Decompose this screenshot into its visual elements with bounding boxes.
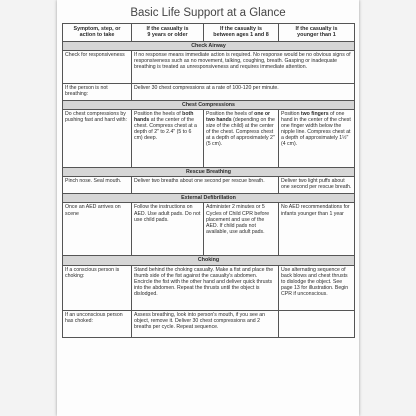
cell-adult-child: Assess breathing, look into person's mouth, if you see an object, remove it. Deliver 30 chest compressions and 2 breaths per cycle. Repeat sequence. (132, 310, 279, 337)
table-row (63, 265, 355, 310)
section-row-defib (63, 194, 355, 203)
table-row (63, 83, 355, 100)
section-defib: External Defibrillation (63, 194, 355, 203)
section-row-breathing (63, 168, 355, 177)
header-infant: If the casualty is younger than 1 (279, 24, 355, 42)
table-row (63, 50, 355, 83)
cell-adult-child: Deliver two breaths about one second per rescue breath. (132, 177, 279, 194)
row-label: Pinch nose. Seal mouth. (63, 177, 132, 194)
table-row (63, 177, 355, 194)
section-airway: Check Airway (63, 41, 355, 50)
table-row (63, 203, 355, 256)
section-breathing: Rescue Breathing (63, 168, 355, 177)
cell-infant: Position two fingers of one hand in the center of the chest one finger width below the nipple line. Compress chest at a depth of approximately 1½" (4 cm). (279, 110, 355, 168)
section-row-airway (63, 41, 355, 50)
cell-adult: Position the heels of both hands at the center of the chest. Compress chest at a depth of 2" to 2.4" (5 to 6 cm) deep. (132, 110, 204, 168)
row-label: If an unconscious person has choked: (63, 310, 132, 337)
cell-adult-child: Stand behind the choking casualty. Make a fist and place the thumb side of the fist against the casualty's abdomen. Encircle the fist with the other hand and deliver quick thrusts into the abdomen. Repeat the thrusts until the object is dislodged. (132, 265, 279, 310)
header-child: If the casualty is between ages 1 and 8 (204, 24, 279, 42)
cell-infant (279, 310, 355, 337)
table-row (63, 110, 355, 168)
cell-child: Administer 2 minutes or 5 Cycles of Child CPR before placement and use of the AED. If child pads not available, use adult pads. (204, 203, 279, 256)
cell-infant: No AED recommendations for infants younger than 1 year (279, 203, 355, 256)
header-adult: If the casualty is 9 years or older (132, 24, 204, 42)
row-label: If the person is not breathing: (63, 83, 132, 100)
bls-table (62, 23, 355, 338)
table-row (63, 310, 355, 337)
row-label: If a conscious person is choking: (63, 265, 132, 310)
section-compressions: Chest Compressions (63, 100, 355, 109)
row-text: Deliver 30 chest compressions at a rate of 100-120 per minute. (132, 83, 355, 100)
section-row-choking (63, 256, 355, 265)
cell-adult: Follow the instructions on AED. Use adult pads. Do not use child pads. (132, 203, 204, 256)
header-row (63, 24, 355, 42)
row-text: If no response means immediate action is required. No response would be no obvious signs of responsiveness such as no movement, talking, coughing, breath. Gasping or inadequate breathing is treated as unresponsiveness and requires immediate attention. (132, 50, 355, 83)
cell-infant: Use alternating sequence of back blows and chest thrusts to dislodge the object. See page 13 for illustration. Begin CPR if unconscious. (279, 265, 355, 310)
row-label: Check for responsiveness (63, 50, 132, 83)
section-row-compressions (63, 100, 355, 109)
page-title: Basic Life Support at a Glance (130, 7, 286, 19)
row-label: Do chest compressions by pushing fast and hard with: (63, 110, 132, 168)
cell-infant: Deliver two light puffs about one second per rescue breath. (279, 177, 355, 194)
reference-card (57, 0, 359, 416)
cell-child: Position the heels of one or two hands (depending on the size of the child) at the center of the chest. Compress chest at a depth of approximately 2" (5 cm). (204, 110, 279, 168)
row-label: Once an AED arrives on scene (63, 203, 132, 256)
header-step: Symptom, step, or action to take (63, 24, 132, 42)
section-choking: Choking (63, 256, 355, 265)
